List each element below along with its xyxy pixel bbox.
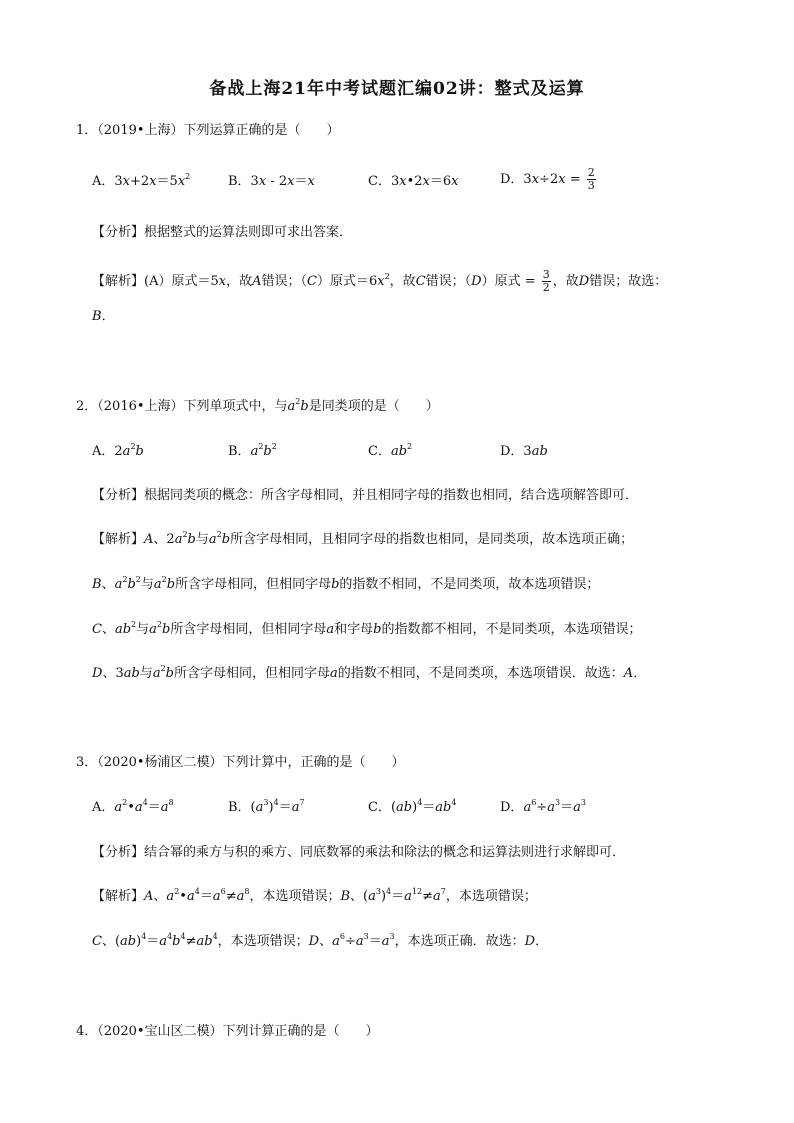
q3-analysis: 【分析】结合幂的乘方与积的乘方、同底数幂的乘法和除法的概念和运算法则进行求解即可． — [92, 845, 626, 860]
q1-option-c: C．3x•2x＝6x — [368, 174, 459, 189]
q2-option-a: A．$2a^2b$ — [92, 442, 144, 459]
q3-solution-line2: C、$(ab)^4=a^4b^4\ne ab^4$，本选项错误；D、$a^6\div a^3=a^3$，本选项正确．故选：D． — [92, 932, 549, 949]
q1-stem: 1．（2019•上海）下列运算正确的是（ ） — [76, 123, 340, 138]
q2-option-d: D．3ab — [500, 444, 548, 459]
q2-solution-line2: B、$a^2b^2$与$a^2b$所含字母相同，但相同字母b的指数不相同，不是同类项，故本选项错误； — [92, 575, 600, 592]
q1-option-a: A．$3x+2x=5x^2$ — [92, 172, 191, 189]
q3-option-d: D．$a^6\div a^3=a^3$ — [500, 798, 586, 815]
q2-solution-line3: C、$ab^2$与$a^2b$所含字母相同，但相同字母a和字母b的指数都不相同，不是同类项，本选项错误； — [92, 620, 642, 637]
q1-solution-line1: 【解析】(A）原式＝5x，故A错误；（C）原式$=6x^2$，故C错误；（D）原式 = $\frac{3}{2}$ ，故D错误；故选： — [92, 268, 668, 294]
fraction: $\frac{3}{2}$ — [542, 268, 550, 294]
q1-analysis: 【分析】根据整式的运算法则即可求出答案． — [92, 225, 353, 240]
q3-option-a: A．$a^2•a^4=a^8$ — [92, 798, 174, 815]
q3-stem: 3．（2020•杨浦区二模）下列计算中，正确的是（ ） — [76, 755, 405, 770]
q1-option-d: D．3x÷2x = $\frac{2}{3}$ — [500, 166, 595, 192]
q1-solution-line2: B． — [92, 309, 115, 324]
q4-stem: 4．（2020•宝山区二模）下列计算正确的是（ ） — [76, 1024, 379, 1039]
q3-option-b: B．$(a^3)^4=a^7$ — [228, 798, 305, 815]
page-title: 备战上海21年中考试题汇编02讲：整式及运算 — [209, 79, 585, 99]
q1-option-b: B．3x - 2x＝x — [228, 174, 315, 189]
q3-option-c: C．$(ab)^4=ab^4$ — [368, 798, 457, 815]
q2-option-b: B．$a^2b^2$ — [228, 442, 277, 459]
q2-solution-line1: 【解析】A、$2a^2b$与$a^2b$所含字母相同，且相同字母的指数也相同，是同类项，故本选项正确； — [92, 530, 634, 547]
fraction: $\frac{2}{3}$ — [587, 166, 595, 192]
q3-solution-line1: 【解析】A、$a^2•a^4=a^6\ne a^8$，本选项错误；B、$(a^3)^4=a^{12}\ne a^7$，本选项错误； — [92, 887, 537, 904]
q2-solution-line4: D、3ab与$a^2b$所含字母相同，但相同字母a的指数不相同，不是同类项，本选项错误．故选：A． — [92, 664, 647, 681]
q2-analysis: 【分析】根据同类项的概念：所含字母相同，并且相同字母的指数也相同，结合选项解答即可． — [92, 488, 639, 503]
q2-stem: 2．（2016•上海）下列单项式中，与$a^2b$是同类项的是（ ） — [76, 397, 439, 414]
q2-option-c: C．$ab^2$ — [368, 442, 413, 459]
